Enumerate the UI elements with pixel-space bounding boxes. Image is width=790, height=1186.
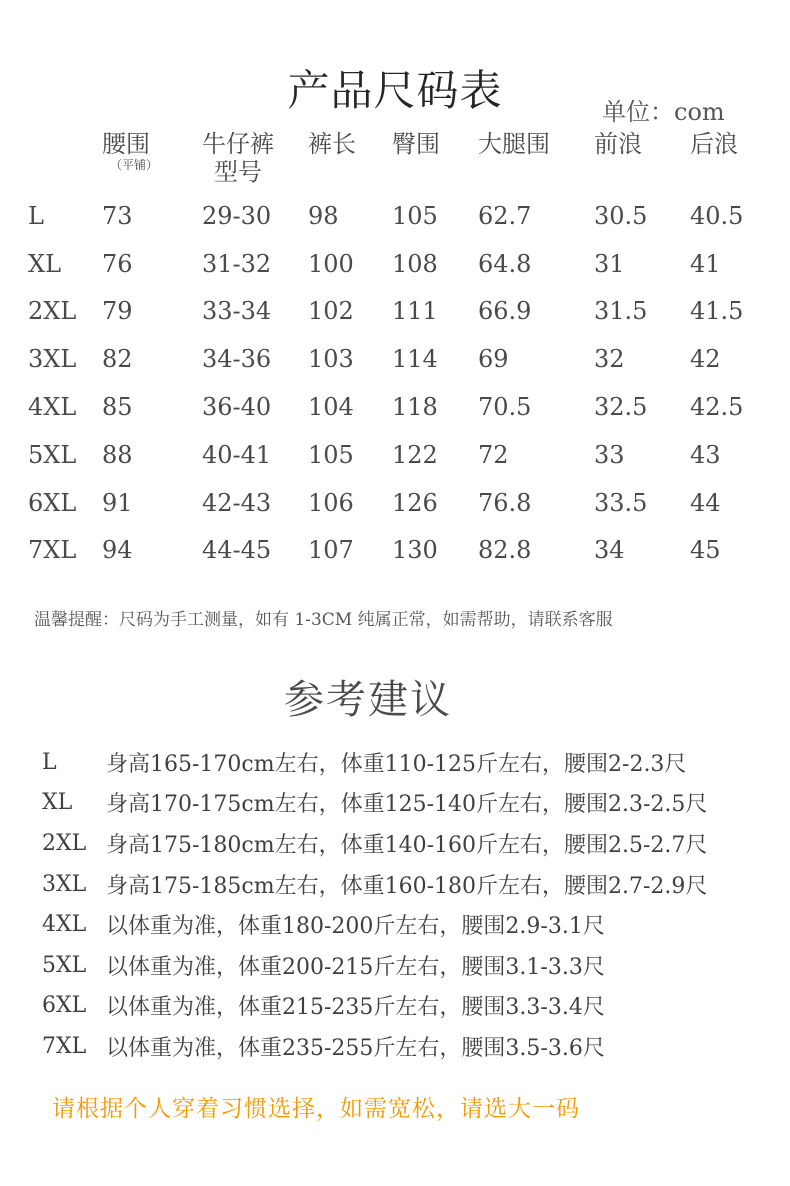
table-row [28, 192, 780, 240]
suggestion-title: 参考建议 [284, 677, 452, 723]
table-cell: 36-40 [202, 393, 272, 422]
table-cell: 76.8 [478, 488, 532, 517]
table-cell: 79 [102, 297, 133, 326]
table-cell: 42.5 [690, 393, 744, 422]
table-row [28, 527, 780, 575]
size-label: XL [28, 249, 62, 278]
header-back-rise: 后浪 [690, 130, 738, 158]
table-cell: 100 [308, 249, 354, 278]
header-front-rise: 前浪 [594, 130, 642, 158]
list-item [42, 823, 707, 864]
table-cell: 107 [308, 536, 354, 565]
table-cell: 82.8 [478, 536, 532, 565]
list-item [42, 742, 707, 783]
table-cell: 108 [392, 249, 438, 278]
table-cell: 94 [102, 536, 133, 565]
list-item [42, 864, 707, 905]
table-row [28, 383, 780, 431]
table-cell: 85 [102, 393, 133, 422]
table-cell: 64.8 [478, 249, 532, 278]
table-cell: 70.5 [478, 393, 532, 422]
suggestion-size: 6XL [42, 993, 87, 1019]
table-cell: 30.5 [594, 201, 648, 230]
table-cell: 40.5 [690, 201, 744, 230]
list-item [42, 986, 707, 1027]
header-thigh: 大腿围 [478, 130, 550, 158]
table-cell: 103 [308, 345, 354, 374]
table-cell: 34 [594, 536, 625, 565]
header-length: 裤长 [308, 130, 356, 158]
table-cell: 102 [308, 297, 354, 326]
size-label: 5XL [28, 440, 77, 469]
suggestion-text: 身高165-170cm左右，体重110-125斤左右，腰围2-2.3尺 [106, 751, 687, 777]
suggestion-size: 2XL [42, 830, 87, 856]
table-cell: 111 [392, 297, 438, 326]
table-cell: 44 [690, 488, 721, 517]
table-cell: 41.5 [690, 297, 744, 326]
suggestion-size: 5XL [42, 952, 87, 978]
table-cell: 45 [690, 536, 721, 565]
table-row [28, 479, 780, 527]
size-label: 3XL [28, 345, 77, 374]
table-cell: 82 [102, 345, 133, 374]
table-cell: 69 [478, 345, 509, 374]
suggestion-list [42, 742, 707, 1067]
table-row [28, 335, 780, 383]
table-cell: 42-43 [202, 488, 272, 517]
list-item [42, 1026, 707, 1067]
table-cell: 33-34 [202, 297, 272, 326]
table-cell: 126 [392, 488, 438, 517]
size-label: 7XL [28, 536, 77, 565]
table-cell: 32 [594, 345, 625, 374]
table-cell: 98 [308, 201, 339, 230]
table-cell: 31 [594, 249, 625, 278]
suggestion-text: 身高170-175cm左右，体重125-140斤左右，腰围2.3-2.5尺 [106, 792, 708, 818]
table-cell: 105 [392, 201, 438, 230]
table-cell: 88 [102, 440, 133, 469]
table-cell: 33.5 [594, 488, 648, 517]
table-cell: 91 [102, 488, 133, 517]
suggestion-size: 3XL [42, 871, 87, 897]
suggestion-size: L [42, 749, 57, 775]
measurement-note: 温馨提醒：尺码为手工测量，如有 1-3CM 纯属正常，如需帮助，请联系客服 [34, 610, 613, 630]
page-title: 产品尺码表 [287, 66, 503, 115]
header-hip: 臀围 [392, 130, 440, 158]
suggestion-text: 身高175-185cm左右，体重160-180斤左右，腰围2.7-2.9尺 [106, 873, 708, 899]
table-cell: 44-45 [202, 536, 272, 565]
size-label: 4XL [28, 393, 77, 422]
table-row [28, 240, 780, 288]
size-label: L [28, 201, 44, 230]
table-header-row [28, 130, 780, 192]
table-cell: 32.5 [594, 393, 648, 422]
footer-tip: 请根据个人穿着习惯选择，如需宽松，请选大一码 [52, 1096, 580, 1122]
suggestion-size: XL [42, 790, 73, 816]
table-cell: 43 [690, 440, 721, 469]
header-jeans-model: 牛仔裤 型号 [202, 130, 274, 186]
table-cell: 73 [102, 201, 133, 230]
table-cell: 130 [392, 536, 438, 565]
table-cell: 114 [392, 345, 438, 374]
table-cell: 31-32 [202, 249, 272, 278]
table-cell: 33 [594, 440, 625, 469]
suggestion-text: 以体重为准，体重200-215斤左右，腰围3.1-3.3尺 [106, 954, 605, 980]
table-cell: 76 [102, 249, 133, 278]
unit-label: 单位：com [602, 98, 725, 126]
table-cell: 62.7 [478, 201, 532, 230]
table-cell: 118 [392, 393, 438, 422]
table-cell: 106 [308, 488, 354, 517]
header-waist: 腰围 （平铺） [102, 130, 159, 172]
list-item [42, 945, 707, 986]
table-cell: 34-36 [202, 345, 272, 374]
header-size [28, 130, 102, 192]
table-cell: 66.9 [478, 297, 532, 326]
table-cell: 40-41 [202, 440, 272, 469]
list-item [42, 904, 707, 945]
size-label: 6XL [28, 488, 77, 517]
table-cell: 29-30 [202, 201, 272, 230]
table-cell: 104 [308, 393, 354, 422]
table-cell: 31.5 [594, 297, 648, 326]
size-table [28, 130, 780, 574]
suggestion-text: 以体重为准，体重180-200斤左右，腰围2.9-3.1尺 [106, 914, 605, 940]
table-row [28, 288, 780, 336]
size-label: 2XL [28, 297, 77, 326]
table-cell: 42 [690, 345, 721, 374]
suggestion-text: 以体重为准，体重235-255斤左右，腰围3.5-3.6尺 [106, 1035, 605, 1061]
suggestion-text: 以体重为准，体重215-235斤左右，腰围3.3-3.4尺 [106, 995, 605, 1021]
table-cell: 105 [308, 440, 354, 469]
table-cell: 41 [690, 249, 721, 278]
table-cell: 122 [392, 440, 438, 469]
table-cell: 72 [478, 440, 509, 469]
suggestion-size: 4XL [42, 912, 87, 938]
table-row [28, 431, 780, 479]
suggestion-text: 身高175-180cm左右，体重140-160斤左右，腰围2.5-2.7尺 [106, 832, 708, 858]
suggestion-size: 7XL [42, 1033, 87, 1059]
list-item [42, 783, 707, 824]
